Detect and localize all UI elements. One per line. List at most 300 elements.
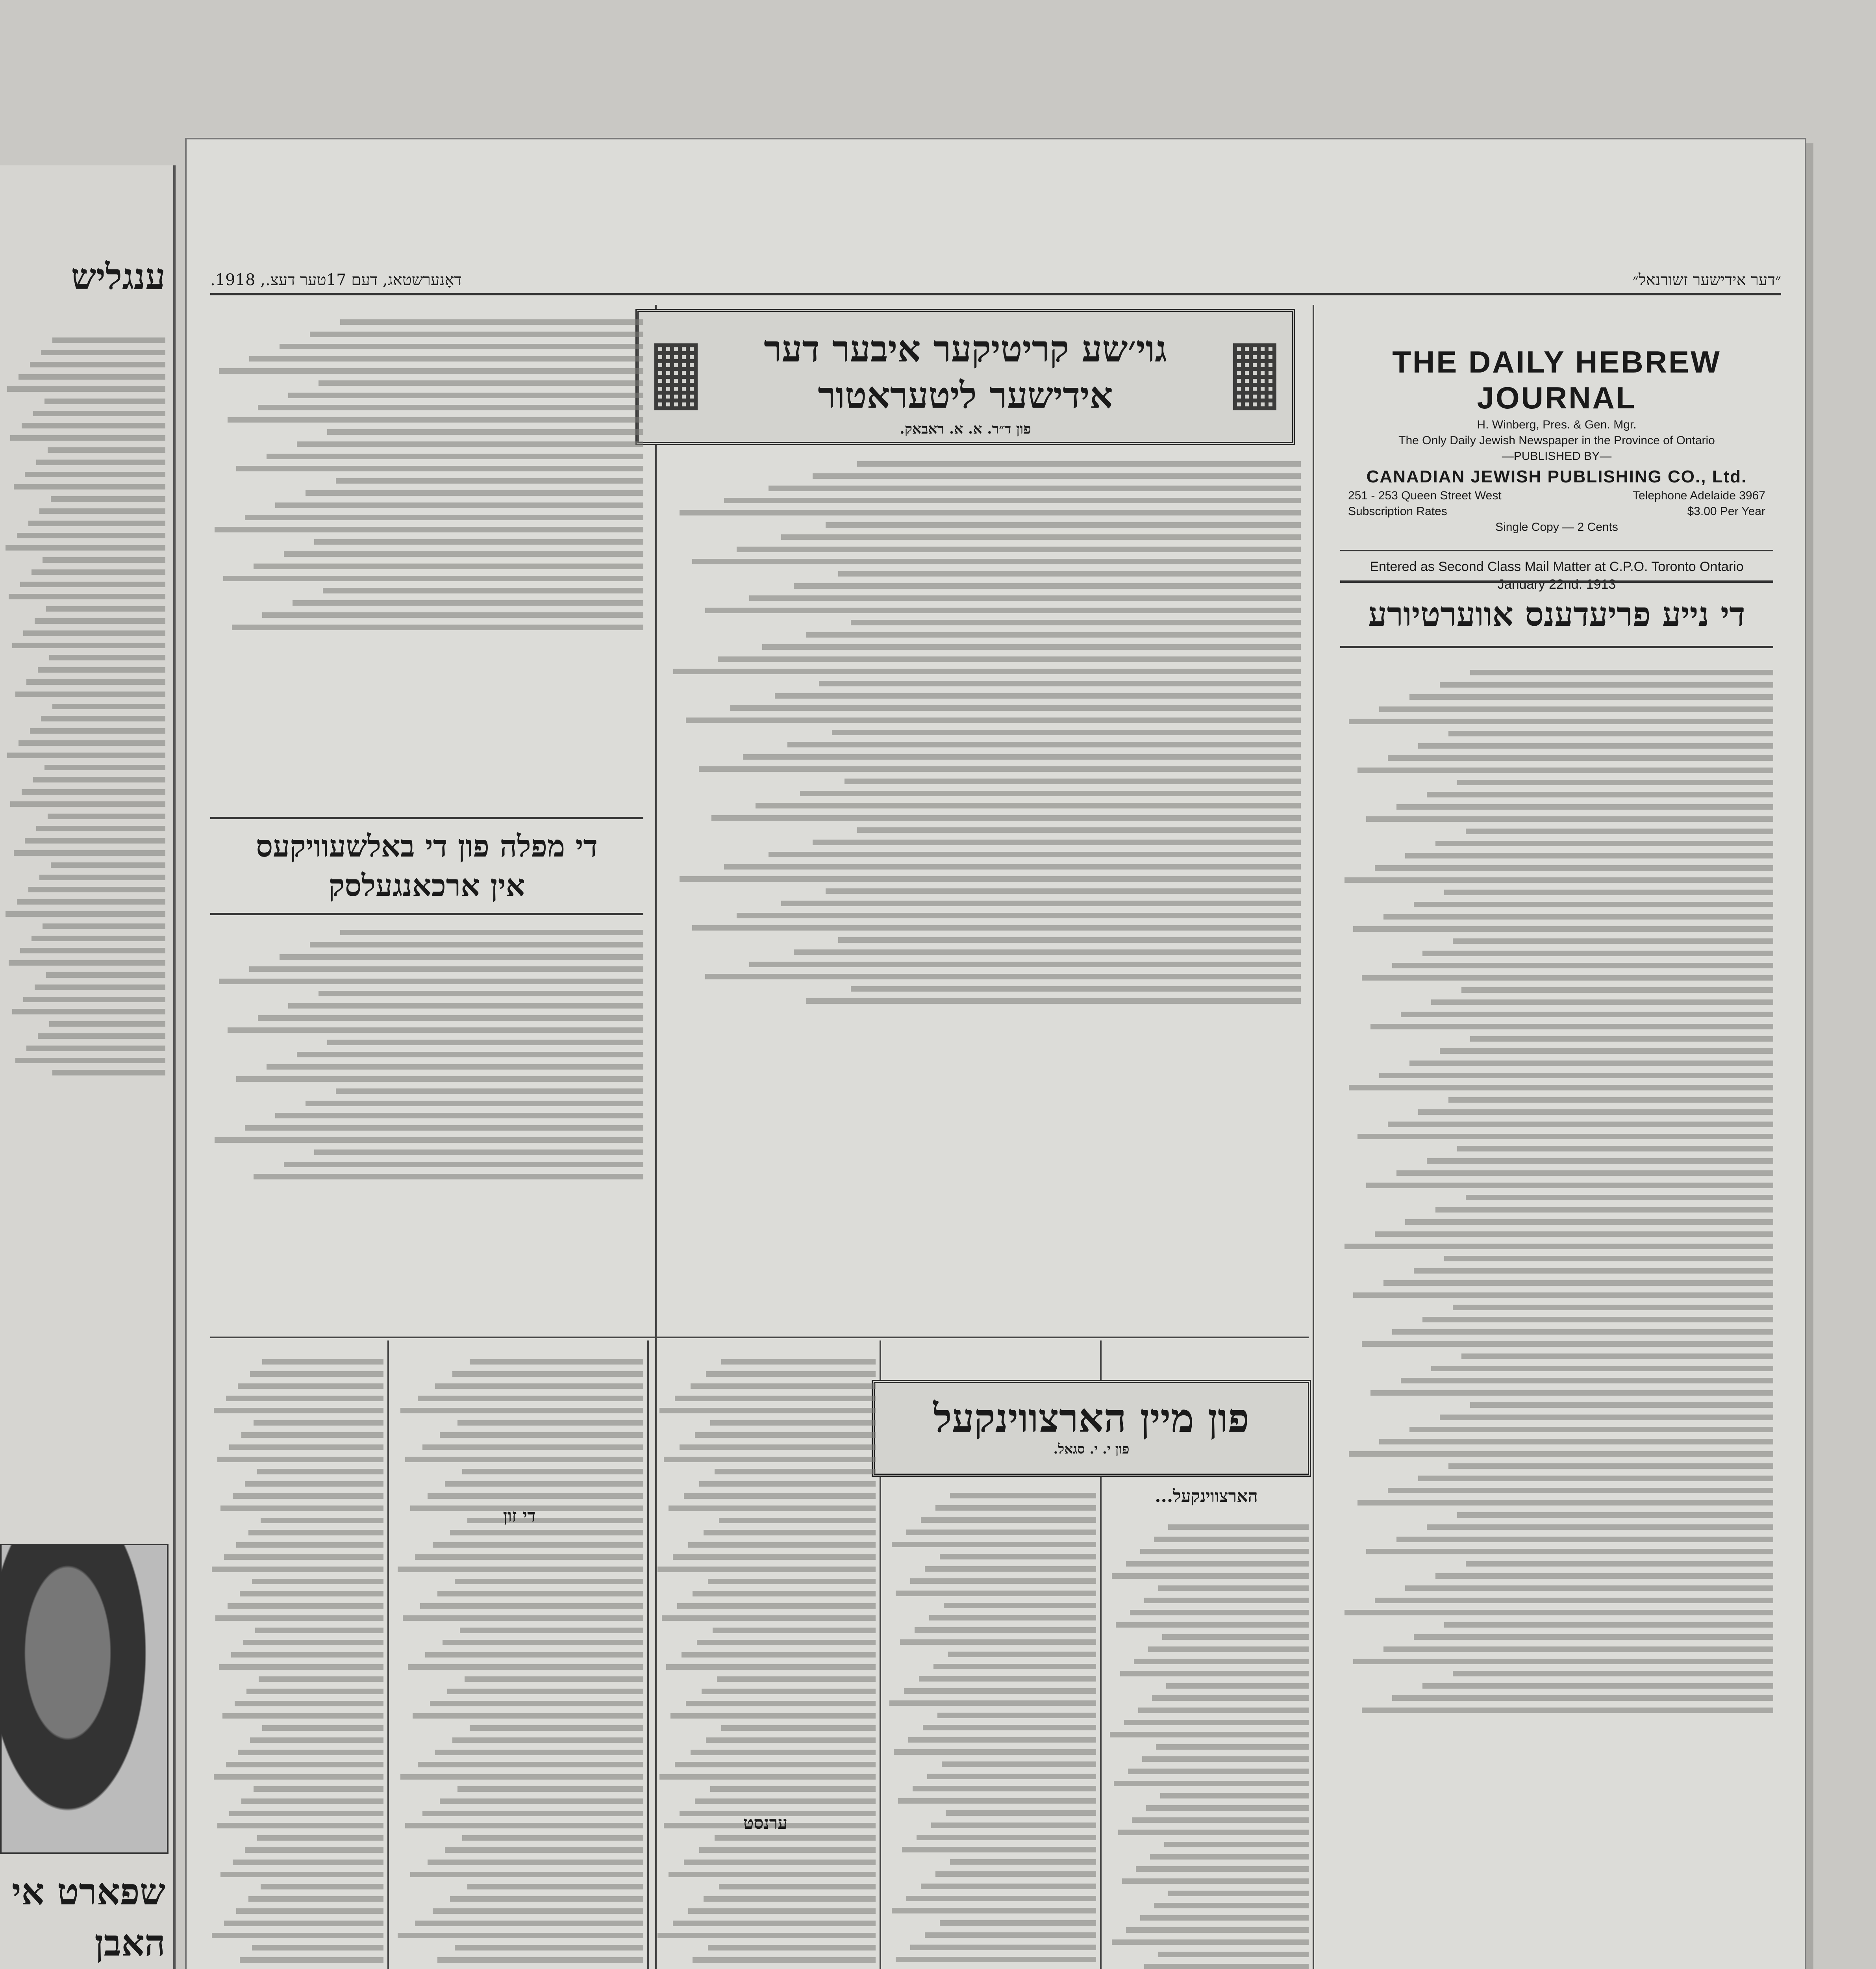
print-line [1383,914,1773,920]
print-line [682,1652,876,1658]
print-line [19,374,165,380]
print-line [6,911,165,917]
print-line [23,630,165,636]
print-line [688,1908,876,1914]
print-line [254,1420,383,1426]
print-line [826,888,1301,894]
print-line [297,1052,643,1057]
print-line [6,545,165,551]
ornament-icon [654,343,698,410]
print-line [1418,1476,1773,1481]
print-line [1144,1964,1309,1969]
print-line [236,1908,383,1914]
print-line [826,522,1301,528]
print-line [927,1774,1096,1779]
print-line [222,1713,383,1719]
print-line [1158,1952,1309,1957]
rates-row [1340,505,1773,518]
print-line [462,1835,643,1841]
print-line [935,1871,1096,1877]
column-rule [1313,305,1314,1969]
print-line [669,1872,876,1877]
print-line [457,1786,644,1792]
address: 251 - 253 Queen Street West [1348,489,1502,502]
print-line [22,423,165,428]
print-line [455,1945,643,1950]
print-line [31,936,165,941]
print-line [704,1530,876,1535]
print-line [250,1737,383,1743]
print-line [693,1957,876,1963]
print-line [1362,1708,1773,1713]
print-line [428,1860,643,1865]
print-line [819,681,1301,686]
print-line [946,1810,1096,1816]
print-line [1344,877,1773,883]
print-line [710,1786,876,1792]
print-line [1370,1024,1773,1029]
print-line [1401,1378,1773,1383]
print-line [1470,1036,1773,1042]
bottom-column-1 [210,1352,383,1969]
print-line [51,496,165,502]
print-line [1440,682,1773,688]
print-line [851,986,1301,992]
print-line [405,1457,643,1462]
print-line [310,942,643,947]
print-line [896,1591,1096,1596]
print-line [12,643,166,648]
print-line [25,472,165,477]
print-line [319,991,643,996]
print-line [857,827,1301,833]
print-line [1470,1402,1773,1408]
print-line [457,1420,644,1426]
print-line [232,625,643,630]
print-line [1427,792,1773,797]
print-line [717,1676,876,1682]
print-line [22,789,165,795]
print-line [408,1664,644,1670]
print-line [756,803,1301,808]
print-line [948,1652,1096,1657]
print-line [280,344,643,349]
entered-notice: Entered as Second Class Mail Matter at C.P.O. Toronto Ontario [1340,550,1773,575]
print-line [670,1713,876,1719]
print-line [44,765,166,770]
print-line [41,350,165,355]
print-line [415,1921,643,1926]
print-line [933,1664,1096,1669]
print-line [39,875,165,880]
print-line [673,669,1301,674]
print-line [1353,1659,1773,1664]
running-head [210,258,1781,295]
print-line [1168,1891,1309,1896]
print-line [1154,1537,1309,1542]
prev-page-header: ענגליש [71,256,165,298]
print-line [1401,1012,1773,1017]
print-line [220,1505,383,1511]
print-line [902,1847,1096,1852]
print-line [1392,1329,1773,1335]
print-line [892,1542,1096,1547]
print-line [718,656,1301,662]
print-line [1422,1683,1773,1689]
critic-headline-1: גוי׳שע קריטיקער איבער דער [764,328,1167,370]
print-line [1466,829,1773,834]
print-line [226,1762,383,1767]
print-line [435,1750,643,1755]
publisher-name: CANADIAN JEWISH PUBLISHING CO., Ltd. [1366,467,1747,486]
print-line [1168,1524,1309,1530]
prev-page-illustration [0,1544,169,1854]
print-line [1431,1366,1773,1371]
print-line [1427,1524,1773,1530]
print-line [1362,1341,1773,1347]
print-line [1461,1353,1773,1359]
bottom-column-3 [655,1352,876,1969]
print-line [691,1750,876,1755]
running-head-left: דאָנערשטאג, דעם 17טער דעצ., 1918. [210,271,462,289]
print-line [692,559,1301,564]
print-line [737,547,1301,552]
print-line [1353,926,1773,932]
print-line [215,1137,643,1143]
print-line [1375,1598,1773,1603]
running-head-right: ״דער אידישער זשורנאל״ [1632,271,1781,289]
bolsheviki-body [210,923,643,1325]
print-line [944,1603,1096,1608]
print-line [217,1457,383,1462]
print-line [657,1933,876,1938]
print-line [892,1908,1096,1913]
prev-page-ad-line-1: שפארט אי [11,1871,165,1913]
print-line [1370,1390,1773,1396]
print-line [1453,1305,1773,1310]
print-line [246,1689,383,1694]
print-line [1344,1244,1773,1249]
print-line [1444,1256,1773,1261]
print-line [44,399,166,404]
print-line [1405,853,1773,858]
print-line [35,984,165,990]
print-line [49,1021,165,1027]
print-line [1414,1268,1773,1274]
print-line [1140,1549,1309,1554]
print-line [437,1957,643,1963]
print-line [713,1628,876,1633]
print-line [229,1811,383,1816]
print-line [1116,1622,1309,1628]
print-line [699,766,1301,772]
print-line [921,1517,1096,1523]
print-line [1435,841,1773,846]
print-line [1383,1646,1773,1652]
print-line [1375,865,1773,871]
print-line [794,949,1301,955]
print-line [238,1750,383,1755]
print-line [252,1945,383,1950]
print-line [15,692,165,697]
print-line [288,1003,643,1009]
print-line [706,1737,876,1743]
left-column-text [210,313,643,805]
print-line [28,887,166,892]
print-line [470,1725,643,1731]
print-line [691,1383,876,1389]
print-line [1383,1280,1773,1286]
subhead-sun: די זון [503,1506,536,1526]
print-line [657,1567,876,1572]
critic-body [667,454,1301,1321]
print-line [806,998,1301,1004]
print-line [415,1554,643,1560]
print-line [838,571,1301,577]
print-line [422,1811,643,1816]
column-rule [387,1340,389,1969]
print-line [894,1749,1096,1755]
print-line [212,1933,383,1938]
print-line [215,527,643,532]
print-line [262,612,643,618]
print-line [724,498,1301,503]
print-line [1126,1561,1309,1567]
print-line [662,1615,876,1621]
subscription-label: Subscription Rates [1348,505,1447,518]
print-line [673,1554,876,1560]
print-line [33,411,165,416]
print-line [10,801,165,807]
print-line [1388,1122,1773,1127]
print-line [857,461,1301,467]
print-line [705,974,1301,979]
print-line [447,1689,643,1694]
print-line [1414,902,1773,907]
print-line [445,1847,643,1853]
print-line [781,901,1301,906]
print-line [923,1725,1096,1730]
print-line [913,1786,1096,1791]
print-line [467,1884,643,1889]
print-line [19,740,165,746]
print-line [440,1432,643,1438]
bolsheviki-headline-2: אין ארכאנגעלסק [328,868,525,903]
print-line [1156,1744,1309,1750]
print-line [418,1396,643,1401]
print-line [1392,963,1773,968]
newspaper-page [185,138,1806,1969]
print-line [925,1932,1096,1938]
print-line [258,1015,643,1021]
print-line [254,564,643,569]
print-line [243,1640,383,1645]
print-line [433,1542,644,1548]
archive-subhead: הארצווינקעל... [1155,1486,1258,1506]
print-line [906,1896,1096,1901]
print-line [228,1027,643,1033]
print-line [664,1457,876,1462]
print-line [250,1371,383,1377]
print-line [327,1040,643,1045]
print-line [231,1652,383,1658]
print-line [1457,780,1773,785]
print-line [340,930,643,935]
print-line [420,1603,643,1609]
print-line [1353,1292,1773,1298]
print-line [48,447,165,453]
print-line [319,380,643,386]
print-line [470,1359,643,1365]
print-line [224,1921,383,1926]
print-line [775,693,1301,699]
print-line [12,1009,166,1014]
print-line [443,1640,643,1645]
print-line [228,417,643,423]
print-line [904,1688,1096,1694]
print-line [249,966,643,972]
print-line [710,1420,876,1426]
print-line [428,1493,643,1499]
print-line [1435,1573,1773,1579]
print-line [17,899,165,905]
print-line [910,1945,1096,1950]
print-line [236,1076,643,1082]
print-line [1466,1195,1773,1200]
print-line [1112,1573,1309,1579]
print-line [762,644,1301,650]
print-line [43,923,165,929]
print-line [233,1493,383,1499]
print-line [398,1567,643,1572]
print-line [1126,1927,1309,1933]
print-line [275,1113,643,1118]
print-line [36,460,165,465]
print-line [1405,1219,1773,1225]
print-line [413,1713,643,1719]
print-line [693,1591,876,1596]
print-line [940,1554,1096,1559]
print-line [38,667,165,673]
print-line [229,1444,383,1450]
print-line [1379,706,1773,712]
tagline: The Only Daily Jewish Newspaper in the Province of Ontario [1398,434,1715,447]
print-line [806,632,1301,638]
print-line [455,1579,643,1584]
print-line [275,502,643,508]
print-line [26,1046,165,1051]
print-line [30,728,165,734]
print-line [680,876,1301,882]
print-line [462,1469,643,1474]
print-line [223,576,643,581]
print-line [36,826,165,831]
print-line [1392,1695,1773,1701]
print-line [336,478,643,484]
published-by: —PUBLISHED BY— [1502,450,1612,463]
print-line [297,441,643,447]
print-line [452,1371,643,1377]
print-line [1162,1634,1309,1640]
print-line [921,1884,1096,1889]
print-line [261,1518,383,1523]
print-line [1349,719,1773,724]
print-line [915,1627,1096,1633]
print-line [931,1823,1096,1828]
print-line [422,1444,643,1450]
print-line [1152,1695,1309,1701]
print-line [1166,1683,1309,1689]
print-line [675,1762,876,1767]
print-line [708,1945,876,1950]
print-line [715,1835,876,1841]
print-line [26,679,165,685]
print-line [257,1835,383,1841]
print-line [418,1762,643,1767]
print-line [450,1896,643,1902]
print-line [39,508,165,514]
print-line [1140,1915,1309,1921]
print-line [23,997,165,1002]
print-line [15,1058,165,1063]
print-line [1418,743,1773,749]
print-line [10,435,165,441]
single-copy: Single Copy — 2 Cents [1495,521,1618,534]
manager-line: H. Winberg, Pres. & Gen. Mgr. [1477,418,1637,431]
previous-page-strip [0,165,176,1969]
print-line [236,466,643,471]
print-line [17,533,165,538]
print-line [52,1070,165,1075]
print-line [1409,1061,1773,1066]
prev-page-ad-line-2: האבן [94,1922,165,1964]
print-line [43,557,165,563]
print-line [659,1774,876,1780]
print-line [255,1628,383,1633]
print-line [262,1359,383,1365]
print-line [398,1933,643,1938]
print-line [832,730,1301,735]
print-line [705,608,1301,613]
print-line [1396,804,1773,810]
print-line [919,1676,1096,1682]
print-line [1132,1817,1309,1823]
print-line [929,1615,1096,1620]
print-line [1388,755,1773,761]
print-line [14,850,165,856]
print-line [1422,1317,1773,1322]
print-line [445,1481,643,1487]
print-line [1461,987,1773,993]
print-line [1418,1109,1773,1115]
critic-headline-2: אידישער ליטעראטור [818,374,1113,417]
print-line [1457,1146,1773,1151]
print-line [699,1481,876,1487]
print-line [1379,1073,1773,1078]
print-line [14,484,165,489]
print-line [937,1713,1096,1718]
archive-byline: פון י. י. סגאל. [1053,1441,1130,1457]
print-line [794,583,1301,589]
print-line [400,1774,643,1780]
print-line [1453,1671,1773,1676]
print-line [233,1860,383,1865]
print-line [258,405,643,410]
prev-page-text [4,331,165,1493]
print-line [749,962,1301,967]
print-line [1431,999,1773,1005]
print-line [306,490,643,496]
